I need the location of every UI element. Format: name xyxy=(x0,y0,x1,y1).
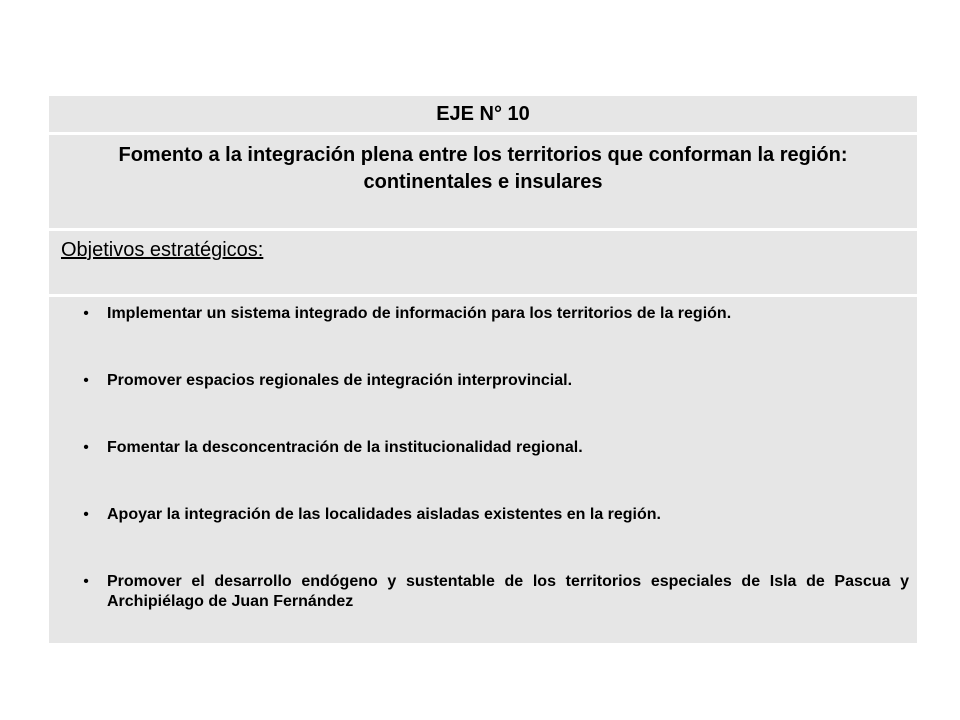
list-item-text: Promover espacios regionales de integración interprovincial. xyxy=(107,372,573,389)
list-item-text: Implementar un sistema integrado de información para los territorios de la región. xyxy=(107,305,732,322)
list-item-text: Apoyar la integración de las localidades aisladas existentes en la región. xyxy=(107,506,661,523)
list-item xyxy=(83,505,909,525)
objectives-table xyxy=(49,96,917,643)
list-item xyxy=(83,304,909,324)
bullet-icon: • xyxy=(83,372,89,389)
bullet-icon: • xyxy=(83,573,89,590)
objectives-heading: Objetivos estratégicos: xyxy=(61,239,264,261)
list-item xyxy=(83,371,909,391)
axis-title-text: EJE N° 10 xyxy=(436,102,530,125)
list-item xyxy=(83,438,909,458)
list-item-text: Fomentar la desconcentración de la institucionalidad regional. xyxy=(107,439,583,456)
objectives-heading-row xyxy=(49,231,917,294)
axis-subtitle xyxy=(49,135,917,228)
bullet-icon: • xyxy=(83,506,89,523)
bullet-icon: • xyxy=(83,439,89,456)
axis-subtitle-text: Fomento a la integración plena entre los territorios que conforman la región: continentales e insulares xyxy=(118,144,848,193)
list-item xyxy=(83,572,909,612)
bullet-icon: • xyxy=(83,305,89,322)
axis-title xyxy=(49,96,917,132)
list-item-text: Promover el desarrollo endógeno y sustentable de los territorios especiales de Isla de Pascua y Archipiélago de Juan Fernández xyxy=(107,573,909,610)
objectives-list xyxy=(49,297,917,643)
